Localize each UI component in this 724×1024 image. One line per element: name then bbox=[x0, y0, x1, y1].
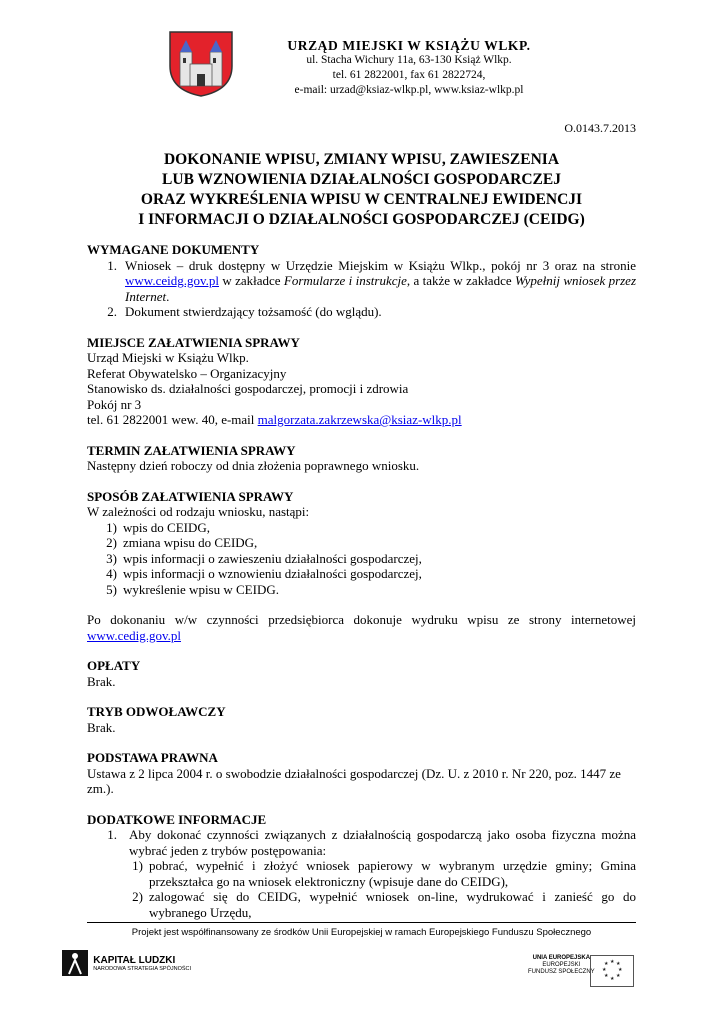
institution-address: ul. Stacha Wichury 11a, 63-130 Książ Wlkp. bbox=[306, 54, 512, 66]
svg-text:★: ★ bbox=[616, 961, 621, 967]
document-body: WYMAGANE DOKUMENTY 1. Wniosek – druk dostępny w Urzędzie Miejskim w Książu Wlkp., pokój nr 3 oraz na stronie www.ceidg.gov.pl w zakładce Formularze i instrukcje, a także w zakładce Wypełnij wniosek przez Internet. 2. Dokument stwierdzający tożsamość (do wglądu). MIEJSCE ZAŁATWIENIA SPRAWY Urząd Miejski w Książu Wlkp. Referat Obywatelsko – Organizacyjny Stanowisko ds. działalności gospodarczej, promocji i zdrowia Pokój nr 3 tel. 61 2822001 wew. 40, e-mail malgorzata.zakrzewska@ksiaz-wlkp.pl TERMIN ZAŁATWIENIA SPRAWY Następny dzień roboczy od dnia złożenia poprawnego wniosku. SPOSÓB ZAŁATWIENIA SPRAWY W zależności od rodzaju wniosku, nastąpi: 1) wpis do CEIDG, 2) zmiana wpisu do CEIDG, 3) wpis informacji o zawieszeniu działalności gospodarczej, 4) wpis informacji o wznowieniu działalności gospodarczej, 5) wykreślenie wpisu w CEIDG. Po dokonaniu w/w czynności przedsiębiorca dokonuje wydruku wpisu ze strony internetowej www.cedig.gov.pl OPŁATY Brak. TRYB ODWOŁAWCZY Brak. PODSTAWA PRAWNA Ustawa z 2 lipca 2004 r. o swobodzie działalności gospodarczej (Dz. U. z 2010 r. Nr 220, poz. 1447 ze zm.). DODATKOWE INFORMACJE 1. Aby dokonać czynności związanych z działalnością gospodarczą jako osoba fizyczna można wybrać jeden z trybów postępowania: 1) pobrać, wypełnić i złożyć wniosek papierowy w wybranym urzędzie gminy; Gmina przekształca go na wniosek elektroniczny (wpisuje dane do CEIDG), 2) zalogować się do CEIDG, wypełnić wniosek on-line, wydrukować i zanieść go do wybranego Urzędu, bbox=[87, 242, 637, 920]
institution-name: URZĄD MIEJSKI W KSIĄŻU WLKP. bbox=[287, 38, 531, 53]
email-link[interactable]: malgorzata.zakrzewska@ksiaz-wlkp.pl bbox=[257, 412, 462, 427]
eu-flag-icon bbox=[590, 955, 634, 987]
svg-text:★: ★ bbox=[610, 976, 615, 982]
list-item: 1) pobrać, wypełnić i złożyć wniosek papierowy w wybranym urzędzie gminy; Gmina przekształca go na wniosek elektroniczny (wpisuje dane do CEIDG), bbox=[132, 858, 636, 889]
letterhead bbox=[240, 38, 578, 98]
list-item: 3) wpis informacji o zawieszeniu działalności gospodarczej, bbox=[106, 550, 422, 566]
list-item: 5) wykreślenie wpisu w CEIDG. bbox=[106, 581, 279, 597]
document-reference: O.0143.7.2013 bbox=[564, 121, 636, 135]
footer-note: Projekt jest współfinansowany ze środków Unii Europejskiej w ramach Europejskiego Funduszu Społecznego bbox=[131, 927, 592, 938]
footer-divider bbox=[87, 922, 636, 923]
ceidg-link[interactable]: www.ceidg.gov.pl bbox=[125, 273, 219, 288]
svg-text:★: ★ bbox=[604, 961, 609, 967]
section-heading: SPOSÓB ZAŁATWIENIA SPRAWY bbox=[87, 488, 294, 504]
list-item: 1. Aby dokonać czynności związanych z działalnością gospodarczą jako osoba fizyczna można wybrać jeden z trybów postępowania: bbox=[107, 827, 636, 858]
section-heading: TRYB ODWOŁAWCZY bbox=[87, 704, 226, 719]
kl-figure-icon bbox=[60, 948, 90, 978]
svg-text:★: ★ bbox=[604, 973, 609, 979]
list-item: 4) wpis informacji o wznowieniu działalności gospodarczej, bbox=[106, 566, 422, 581]
list-item: 2) zmiana wpisu do CEIDG, bbox=[106, 535, 258, 550]
section-heading: WYMAGANE DOKUMENTY bbox=[87, 242, 260, 257]
cedig-link[interactable]: www.cedig.gov.pl bbox=[87, 627, 181, 643]
svg-text:★: ★ bbox=[602, 967, 607, 973]
list-item: 1. Wniosek – druk dostępny w Urzędzie Miejskim w Książu Wlkp., pokój nr 3 oraz na stronie www.ceidg.gov.pl w zakładce Formularze i instrukcje, a także w zakładce Wypełnij wniosek przez Internet. bbox=[107, 257, 637, 304]
list-item: 2. Dokument stwierdzający tożsamość (do wglądu). bbox=[107, 304, 382, 319]
section-heading: TERMIN ZAŁATWIENIA SPRAWY bbox=[87, 442, 296, 458]
section-heading: DODATKOWE INFORMACJE bbox=[87, 811, 267, 827]
svg-text:★: ★ bbox=[616, 973, 621, 979]
city-crest-logo bbox=[168, 30, 234, 98]
svg-text:★: ★ bbox=[618, 967, 623, 973]
section-heading: MIEJSCE ZAŁATWIENIA SPRAWY bbox=[87, 334, 300, 350]
list-item: 2) zalogować się do CEIDG, wypełnić wniosek on-line, wydrukować i zanieść go do wybranego Urzędu, bbox=[132, 889, 636, 920]
section-heading: PODSTAWA PRAWNA bbox=[87, 750, 218, 765]
kapital-ludzki-logo: KAPITAŁ LUDZKI NARODOWA STRATEGIA SPÓJNOŚCI bbox=[60, 948, 191, 978]
svg-text:★: ★ bbox=[610, 959, 615, 965]
list-item: 1) wpis do CEIDG, bbox=[106, 519, 211, 535]
section-heading: OPŁATY bbox=[87, 658, 141, 673]
document-title: DOKONANIE WPISU, ZMIANY WPISU, ZAWIESZENIA LUB WZNOWIENIA DZIAŁALNOŚCI GOSPODARCZEJ ORAZ WYKREŚLENIA WPISU W CENTRALNEJ EWIDENCJI I INFORMACJI O DZIAŁALNOŚCI GOSPODARCZEJ (CEIDG) bbox=[138, 151, 585, 228]
eu-fund-label: UNIA EUROPEJSKA EUROPEJSKI FUNDUSZ SPOŁECZNY bbox=[528, 955, 595, 975]
institution-phone: tel. 61 2822001, fax 61 2822724, bbox=[332, 69, 486, 81]
institution-email: e-mail: urzad@ksiaz-wlkp.pl, www.ksiaz-wlkp.pl bbox=[294, 84, 524, 96]
